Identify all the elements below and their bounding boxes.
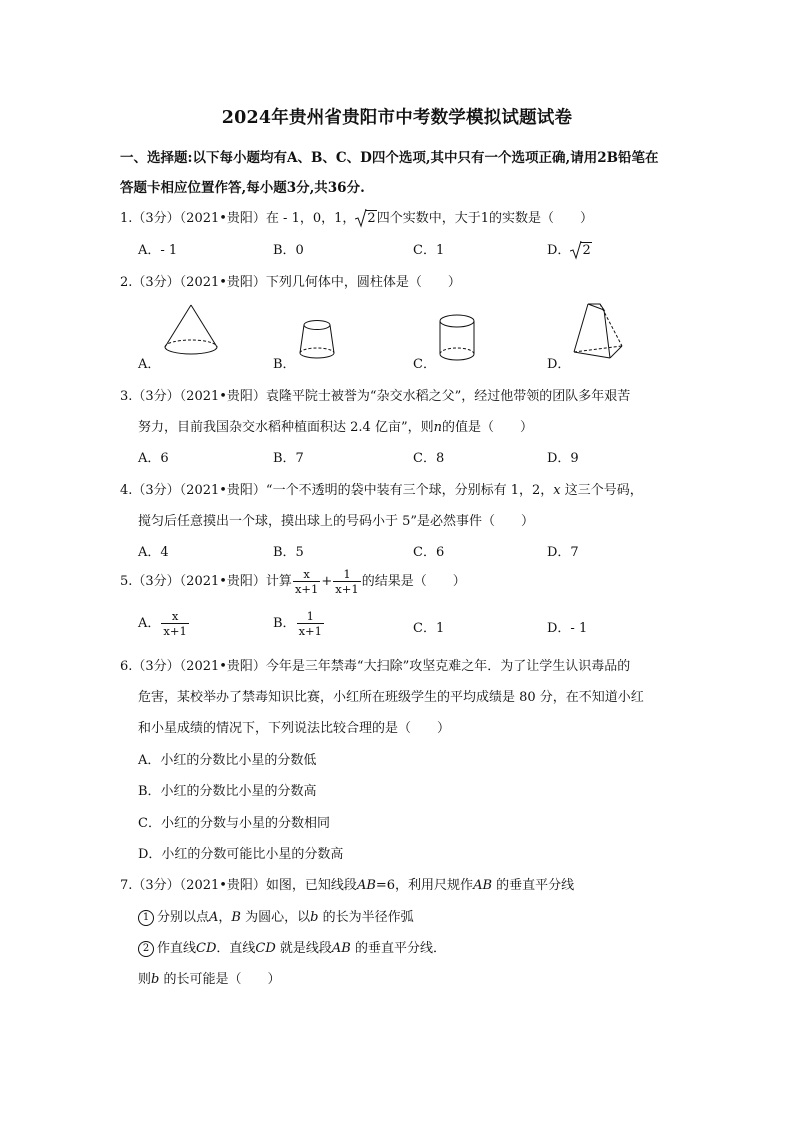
step-text: 的垂直平分线． bbox=[350, 941, 447, 956]
cone-icon bbox=[160, 302, 222, 362]
line-cd: CD bbox=[196, 941, 217, 956]
question-number: 7. bbox=[120, 878, 133, 893]
option-c[interactable]: C．小红的分数与小星的分数相同 bbox=[138, 816, 330, 831]
radicand: 2 bbox=[582, 243, 591, 258]
segment-ab: AB bbox=[356, 878, 376, 893]
option-a[interactable]: A．小红的分数比小星的分数低 bbox=[138, 753, 317, 768]
question-5 bbox=[120, 567, 466, 596]
question-text: （3分）（2021•贵阳）袁隆平院士被誉为“杂交水稻之父”，经过他带领的团队多年艰苦 bbox=[132, 389, 631, 404]
option-a[interactable]: A． bbox=[138, 357, 161, 372]
plus-sign: + bbox=[321, 574, 333, 589]
radicand: 2 bbox=[367, 211, 376, 226]
option-d[interactable]: D．- 1 bbox=[547, 621, 588, 636]
option-b[interactable] bbox=[273, 609, 325, 638]
option-b[interactable]: B． bbox=[273, 357, 296, 372]
step-text: ．直线 bbox=[216, 941, 256, 956]
step-number-circle: 1 bbox=[138, 910, 154, 926]
question-text-pre: 努力，目前我国杂交水稻种植面积达 2.4 亿亩”，则 bbox=[138, 420, 434, 435]
question-text-post: 四个实数中，大于1的实数是（ ） bbox=[376, 211, 593, 226]
question-2 bbox=[120, 271, 461, 290]
question-text-post: 的值是（ ） bbox=[441, 420, 533, 435]
option-d[interactable]: D． bbox=[547, 357, 571, 372]
option-d[interactable]: D．小红的分数可能比小星的分数高 bbox=[138, 847, 344, 862]
step-text: 的长为半径作弧 bbox=[318, 910, 414, 925]
option-c[interactable]: C．8 bbox=[413, 451, 445, 466]
radical-sign-icon bbox=[355, 208, 367, 228]
variable-b: b bbox=[151, 972, 160, 987]
question-6-line3: 和小星成绩的情况下，下列说法比较合理的是（ ） bbox=[138, 721, 451, 736]
denominator: x+1 bbox=[163, 624, 187, 638]
option-label: A． bbox=[138, 616, 161, 631]
option-label: D． bbox=[547, 243, 571, 258]
option-d[interactable] bbox=[547, 239, 592, 258]
page-title: 2024年贵州省贵阳市中考数学模拟试题试卷 bbox=[221, 108, 573, 128]
question-3-line2 bbox=[138, 416, 533, 435]
question-7-line4 bbox=[138, 968, 280, 987]
question-text-post: 的垂直平分线 bbox=[492, 878, 575, 893]
step-number-circle: 2 bbox=[138, 941, 154, 957]
fraction-2 bbox=[333, 567, 360, 596]
question-7-step2 bbox=[138, 937, 446, 957]
option-b[interactable]: B．5 bbox=[273, 545, 304, 560]
question-number: 5. bbox=[120, 574, 133, 589]
question-text-post: 这三个号码， bbox=[560, 483, 643, 498]
section-instructions-line1: 一、选择题:以下每小题均有A、B、C、D四个选项,其中只有一个选项正确,请用2B铅笔在 bbox=[120, 150, 659, 166]
section-instructions-line2: 答题卡相应位置作答,每小题3分,共36分. bbox=[120, 180, 365, 196]
question-6-line2: 危害，某校举办了禁毒知识比赛，小红所在班级学生的平均成绩是 80 分，在不知道小红 bbox=[138, 690, 644, 705]
question-7-step1 bbox=[138, 906, 414, 926]
question-4-line1 bbox=[120, 479, 643, 498]
point-b: B bbox=[231, 910, 241, 925]
point-a: A bbox=[209, 910, 219, 925]
question-text-post: 的长可能是（ ） bbox=[159, 972, 281, 987]
step-text: 为圆心，以 bbox=[240, 910, 311, 925]
question-number: 6. bbox=[120, 659, 133, 674]
numerator: 1 bbox=[306, 609, 314, 623]
option-a[interactable]: A．- 1 bbox=[138, 243, 178, 258]
question-text-pre: 则 bbox=[138, 972, 152, 987]
option-a[interactable] bbox=[138, 609, 190, 638]
denominator: x+1 bbox=[335, 582, 359, 596]
question-text-pre: （3分）（2021•贵阳）在 - 1，0，1， bbox=[132, 211, 356, 226]
option-c[interactable]: C．6 bbox=[413, 545, 445, 560]
question-number: 1. bbox=[120, 211, 133, 226]
question-text-pre: （3分）（2021•贵阳）如图，已知线段 bbox=[132, 878, 357, 893]
triangular-frustum-icon bbox=[570, 300, 626, 366]
denominator: x+1 bbox=[294, 582, 319, 596]
question-7-line1 bbox=[120, 874, 574, 893]
option-b[interactable]: B．0 bbox=[273, 243, 304, 258]
sqrt-expression bbox=[355, 211, 376, 226]
option-c[interactable]: C．1 bbox=[413, 243, 445, 258]
fraction bbox=[297, 609, 324, 638]
step-text: 作直线 bbox=[157, 941, 197, 956]
frustum-icon bbox=[296, 316, 340, 364]
numerator: 1 bbox=[343, 567, 351, 581]
denominator: x+1 bbox=[298, 624, 323, 638]
variable-b: b bbox=[310, 910, 319, 925]
radical-sign-icon bbox=[570, 240, 582, 260]
step-text: 分别以点 bbox=[157, 910, 210, 925]
question-number: 4. bbox=[120, 483, 133, 498]
option-c[interactable]: C． bbox=[413, 357, 436, 372]
variable-x: x bbox=[553, 483, 561, 498]
question-4-line2: 搅匀后任意摸出一个球，摸出球上的号码小于 5”是必然事件（ ） bbox=[138, 514, 535, 529]
option-a[interactable]: A．6 bbox=[138, 451, 169, 466]
option-c[interactable]: C．1 bbox=[413, 621, 445, 636]
question-1 bbox=[120, 207, 593, 226]
fraction-1 bbox=[293, 567, 320, 596]
cylinder-icon bbox=[437, 312, 479, 364]
variable-n: n bbox=[433, 420, 442, 435]
question-text-pre: （3分）（2021•贵阳）“一个不透明的袋中装有三个球，分别标有 1，2， bbox=[132, 483, 554, 498]
question-text-pre: （3分）（2021•贵阳）计算 bbox=[132, 574, 292, 589]
sqrt-expression bbox=[570, 243, 591, 258]
option-a[interactable]: A．4 bbox=[138, 545, 169, 560]
question-text-post: 的结果是（ ） bbox=[361, 574, 466, 589]
option-d[interactable]: D．7 bbox=[547, 545, 579, 560]
numerator: x bbox=[303, 567, 310, 581]
fraction bbox=[161, 609, 188, 638]
step-text: 就是线段 bbox=[275, 941, 332, 956]
question-text-mid: =6，利用尺规作 bbox=[375, 878, 474, 893]
question-number: 2. bbox=[120, 275, 133, 290]
question-text: （3分）（2021•贵阳）下列几何体中，圆柱体是（ ） bbox=[132, 275, 461, 290]
question-number: 3. bbox=[120, 389, 133, 404]
question-text: （3分）（2021•贵阳）今年是三年禁毒“大扫除”攻坚克难之年．为了让学生认识毒品的 bbox=[132, 659, 631, 674]
line-cd: CD bbox=[255, 941, 276, 956]
question-6-line1 bbox=[120, 655, 630, 674]
option-label: B． bbox=[273, 616, 296, 631]
segment-ab: AB bbox=[331, 941, 351, 956]
option-b[interactable]: B．7 bbox=[273, 451, 304, 466]
question-3-line1 bbox=[120, 385, 630, 404]
option-d[interactable]: D．9 bbox=[547, 451, 579, 466]
option-b[interactable]: B．小红的分数比小星的分数高 bbox=[138, 784, 317, 799]
numerator: x bbox=[171, 609, 179, 623]
segment-ab: AB bbox=[473, 878, 493, 893]
separator: ， bbox=[218, 910, 232, 925]
